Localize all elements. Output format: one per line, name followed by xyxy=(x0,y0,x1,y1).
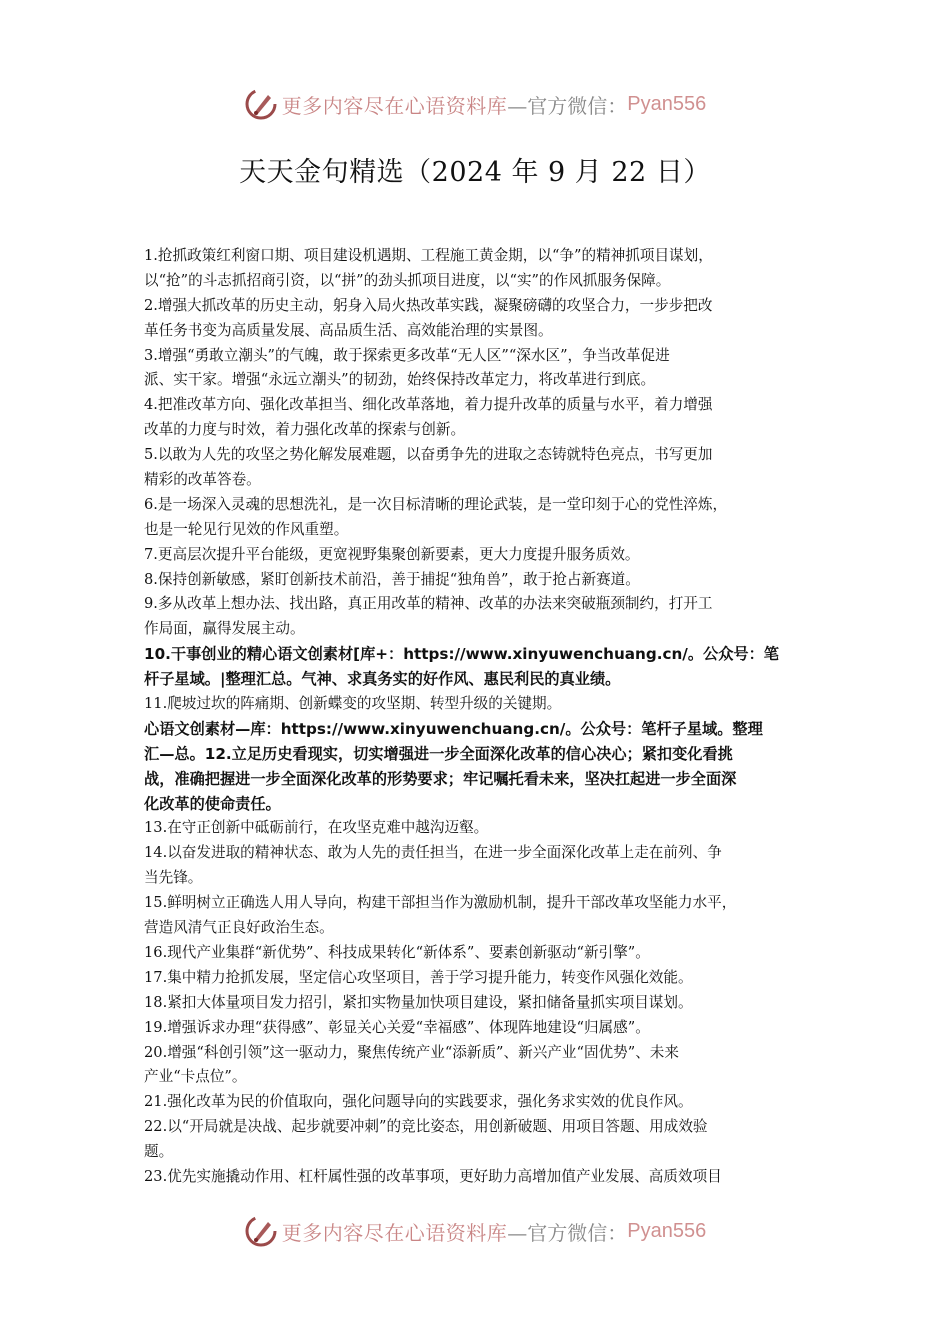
banner-wechat-id: Pyan556 xyxy=(627,92,707,115)
text-line: 3.增强“勇敢立潮头”的气魄，敢于探索更多改革“无人区”“深水区”，争当改革促进 xyxy=(144,346,670,364)
page-title: 天天金句精选（2024 年 9 月 22 日） xyxy=(239,157,711,188)
text-line: 作局面，赢得发展主动。 xyxy=(144,620,305,638)
text-line: 11.爬坡过坎的阵痛期、创新蝶变的攻坚期、转型升级的关键期。 xyxy=(144,695,562,713)
text-line: 6.是一场深入灵魂的思想洗礼，是一次目标清晰的理论武装，是一堂印刻于心的党性淬炼， xyxy=(144,495,728,513)
text-line: 20.增强“科创引领”这一驱动力，聚焦传统产业“添新质”、新兴产业“固优势”、未来 xyxy=(144,1043,679,1061)
text-line: 题。 xyxy=(144,1143,174,1161)
text-line: 23.优先实施撬动作用、杠杆属性强的改革事项，更好助力高增加值产业发展、高质效项目 xyxy=(144,1167,722,1185)
text-line: 17.集中精力抢抓发展，坚定信心攻坚项目，善于学习提升能力，转变作风强化效能。 xyxy=(144,968,693,986)
pen-logo-icon xyxy=(244,87,278,121)
text-line: 4.把准改革方向、强化改革担当、细化改革落地，着力提升改革的质量与水平，着力增强 xyxy=(144,396,713,414)
banner-wechat-label: —官方微信： xyxy=(507,1220,628,1245)
pen-logo-icon xyxy=(244,1214,278,1248)
text-line: 18.紧扣大体量项目发力招引，紧扣实物量加快项目建设，紧扣储备量抓实项目谋划。 xyxy=(144,993,693,1011)
banner-wechat-label: —官方微信： xyxy=(507,93,628,118)
banner-text: 更多内容尽在心语资料库 xyxy=(281,1220,508,1245)
text-line: 7.更高层次提升平台能级，更宽视野集聚创新要素，更大力度提升服务质效。 xyxy=(144,545,640,563)
text-line: 杆子星域。|整理汇总。气神、求真务实的好作风、惠民利民的真业绩。 xyxy=(144,670,621,689)
header-banner xyxy=(0,84,950,124)
document-body xyxy=(144,244,824,1190)
text-line: 22.以“开局就是决战、起步就要冲刺”的竞比姿态，用创新破题、用项目答题、用成效验 xyxy=(144,1118,708,1136)
banner-text: 更多内容尽在心语资料库 xyxy=(281,93,508,118)
text-line: 营造风清气正良好政治生态。 xyxy=(144,919,334,937)
text-line: 13.在守正创新中砥砺前行，在攻坚克难中越沟迈壑。 xyxy=(144,819,489,837)
text-line: 以“抢”的斗志抓招商引资，以“拼”的劲头抓项目进度，以“实”的作风抓服务保障。 xyxy=(144,271,671,289)
text-line: 也是一轮见行见效的作风重塑。 xyxy=(144,520,349,538)
text-line: 汇—总。12.立足历史看现实，切实增强进一步全面深化改革的信心决心；紧扣变化看挑 xyxy=(144,744,733,763)
text-line: 15.鲜明树立正确选人用人导向，构建干部担当作为激励机制，提升干部改革攻坚能力水平， xyxy=(144,894,737,912)
text-line: 21.强化改革为民的价值取向，强化问题导向的实践要求，强化务求实效的优良作风。 xyxy=(144,1093,693,1111)
text-line: 改革的力度与时效，着力强化改革的探索与创新。 xyxy=(144,421,466,439)
text-line: 当先锋。 xyxy=(144,869,203,887)
text-line: 心语文创素材—库：https://www.xinyuwenchuang.cn/。公众号：笔杆子星域。整理 xyxy=(144,719,763,738)
text-line: 16.现代产业集群“新优势”、科技成果转化“新体系”、要素创新驱动“新引擎”。 xyxy=(144,943,650,961)
banner-wechat-id: Pyan556 xyxy=(627,1219,707,1242)
text-line: 战，准确把握进一步全面深化改革的形势要求；牢记嘱托看未来，坚决扛起进一步全面深 xyxy=(144,769,737,788)
text-line: 5.以敢为人先的攻坚之势化解发展难题，以奋勇争先的进取之态铸就特色亮点，书写更加 xyxy=(144,446,713,464)
text-line: 革任务书变为高质量发展、高品质生活、高效能治理的实景图。 xyxy=(144,321,553,339)
footer-banner xyxy=(0,1211,950,1251)
text-line: 8.保持创新敏感，紧盯创新技术前沿，善于捕捉“独角兽”，敢于抢占新赛道。 xyxy=(144,570,640,588)
text-line: 派、实干家。增强“永远立潮头”的韧劲，始终保持改革定力，将改革进行到底。 xyxy=(144,371,656,389)
text-line: 14.以奋发进取的精神状态、敢为人先的责任担当，在进一步全面深化改革上走在前列、争 xyxy=(144,844,722,862)
text-line: 9.多从改革上想办法、找出路，真正用改革的精神、改革的办法来突破瓶颈制约，打开工 xyxy=(144,595,713,613)
text-line: 化改革的使命责任。 xyxy=(144,794,281,813)
text-line: 10.干事创业的精心语文创素材[库+：https://www.xinyuwenchuang.cn/。公众号：笔 xyxy=(144,645,779,664)
text-line: 1.抢抓政策红利窗口期、项目建设机遇期、工程施工黄金期，以“争”的精神抓项目谋划， xyxy=(144,247,713,264)
text-line: 19.增强诉求办理“获得感”、彰显关心关爱“幸福感”、体现阵地建设“归属感”。 xyxy=(144,1018,650,1036)
text-line: 2.增强大抓改革的历史主动，躬身入局火热改革实践，凝聚磅礴的攻坚合力，一步步把改 xyxy=(144,296,713,314)
text-line: 精彩的改革答卷。 xyxy=(144,471,261,489)
text-line: 产业“卡点位”。 xyxy=(144,1068,247,1086)
